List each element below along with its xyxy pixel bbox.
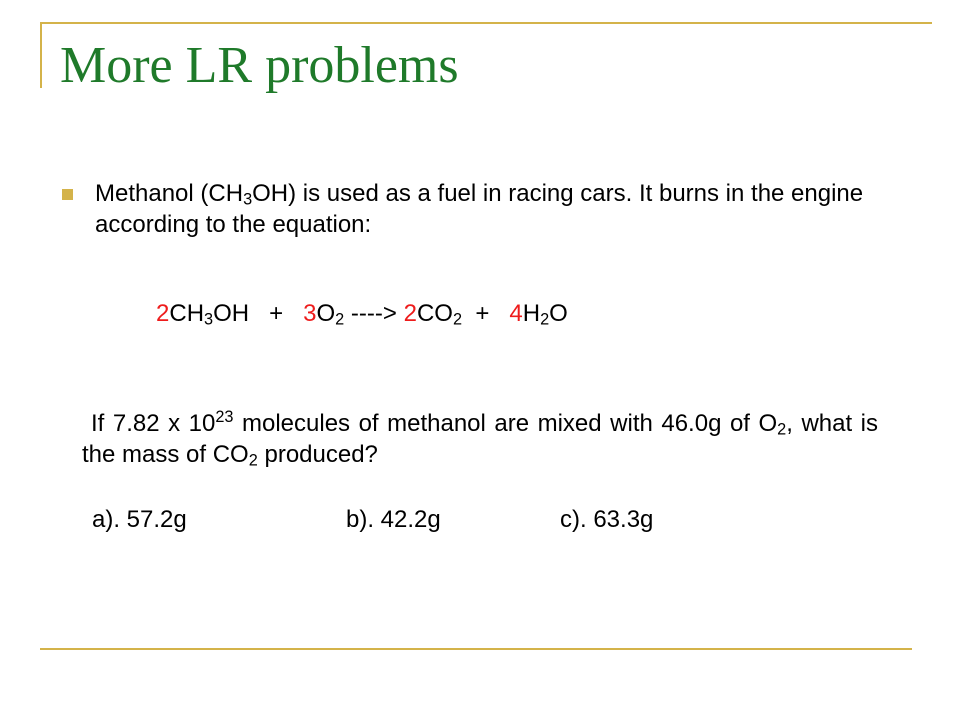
subscript: 3 — [243, 190, 253, 209]
question-part: If 7.82 x 10 — [91, 410, 216, 437]
answer-option-c: c). 63.3g — [560, 506, 654, 533]
slide-title: More LR problems — [60, 37, 459, 94]
superscript: 23 — [215, 408, 234, 427]
subscript: 2 — [540, 310, 550, 329]
question-part: molecules of methanol are mixed with 46.0g of O — [233, 410, 778, 437]
subscript: 2 — [777, 420, 787, 439]
species: O — [549, 300, 568, 327]
subscript: 2 — [452, 310, 463, 329]
answer-choices — [92, 504, 653, 535]
answer-option-b: b). 42.2g — [346, 506, 441, 533]
plus-sign: + — [249, 300, 304, 327]
coefficient: 2 — [156, 300, 170, 327]
question-part: produced? — [257, 441, 378, 468]
chemical-equation — [156, 298, 568, 329]
coefficient: 4 — [509, 300, 523, 327]
species: H — [522, 300, 541, 327]
species: O — [316, 300, 336, 327]
bullet-text — [95, 178, 915, 240]
bullet-text-part: Methanol (CH — [95, 180, 244, 207]
left-rule — [40, 22, 42, 88]
species: OH — [213, 300, 250, 327]
question-part: , what is the mass of CO — [82, 410, 879, 468]
species: CH — [169, 300, 205, 327]
question-text — [82, 408, 878, 470]
reaction-arrow: ----> — [344, 300, 404, 327]
species: CO — [416, 300, 453, 327]
coefficient: 3 — [303, 300, 317, 327]
bottom-rule — [40, 648, 912, 650]
subscript: 2 — [248, 451, 258, 470]
bullet-text-part: OH) is used as a fuel in racing cars. It burns in the engine according to the equation: — [95, 180, 864, 238]
bullet-marker — [62, 189, 73, 200]
subscript: 2 — [335, 310, 345, 329]
answer-option-a: a). 57.2g — [92, 506, 187, 533]
coefficient: 2 — [403, 300, 417, 327]
plus-sign: + — [462, 300, 510, 327]
top-rule — [40, 22, 932, 24]
subscript: 3 — [204, 310, 214, 329]
